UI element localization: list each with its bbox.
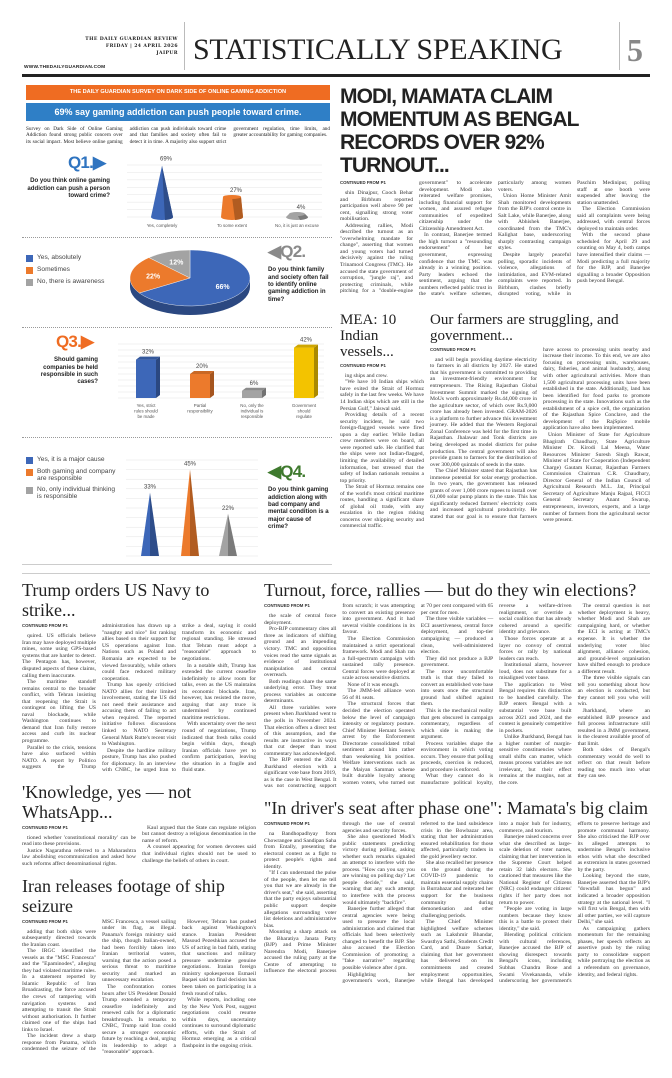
paragraph: None of it was enough. [347,681,400,688]
arrow-left-icon: ◀ [268,462,281,482]
paragraph: na Bandhopadhyay from Chowrangee and Sandipan Saha from Entally, presenting the electoral contest as a fight to protect people's rights and identity. [264,830,337,870]
q1-section [22,149,332,233]
secondary-articles [340,312,650,530]
q1-heading [68,153,105,173]
bar [294,348,314,398]
paragraph: tioned whether 'constitutional morality' can be read into these provisions. [22,834,136,848]
paragraph: Blending political criticism with cultural references, Banerjee accused the BJP of showing disrespect towards Bengal's icons, including Subhas Chandra Bose and Swami Vivekananda, while underscoring her government's efforts to preserve heritage and promote communal harmony. She also criticised the BJP over its alleged attempts to undermine Bengal's inclusive ethos with what she described as extremism in states governed by the party. [499,820,650,985]
paragraph: Mounting a sharp attack on the Bharatiya Janata Party (BJP) and Prime Minister Narendra Modi, Banerjee accused the ruling party at the Centre of attempting to influence the electoral process through the use of central agencies and security forces. [264,820,415,975]
q3-section [22,327,332,433]
survey-infographic [22,85,332,565]
paragraph: The incident drew a sharp response from Panama, which condemned the seizure of the MSC Francesca, a vessel sailing under its flag, as illegal. Panama's foreign ministry said the ship, though Italian-owned, had been forcibly taken into Iranian territorial waters, warning that the action posed a serious threat to maritime security and marked an unnecessary escalation. [22,918,176,1053]
value-label: 6% [249,381,259,388]
article-body [264,603,650,790]
legend-label: No, there is awareness [37,278,105,286]
headline[interactable]: Turnout, force, rallies — but do they win elections? [264,580,637,601]
paragraph: The Strait of Hormuz remains one of the world's most critical maritime routes, handling a significant share of global oil trade, with any escalation in the region risking concerns over shipping security and commercial traffic. [340,484,424,530]
legend-swatch [26,487,33,494]
headline[interactable]: MEA: 10 Indian vessels... [340,311,397,360]
headline[interactable]: MODI, MAMATA CLAIM MOMENTUM AS BENGAL RECORDS OVER 92% TURNOUT... [340,85,579,177]
paragraph: The Chief Minister highlighted welfare schemes such as Lakshmir Bhandar, Swasthya Sathi, Students Credit Card, and Duare Sarkar, claiming that her government has delivered on its commitments and created employment opportunities, while Bengal has developed into a major hub for industry, commerce, and tourism. [420,820,572,985]
paragraph: With uncertainty over the next round of negotiations, Trump indicated that fresh talks could begin within days, though Iranian officials have yet to confirm participation, leaving the situation in a fragile and fluid state. [182,721,256,774]
website-link[interactable]: WWW.THEDAILYGUARDIAN.COM [24,65,106,70]
bar-side [156,357,160,398]
article-body [22,919,256,1056]
page-number: 5 [627,32,643,68]
cone-top [223,195,241,199]
q1-chart [117,153,327,231]
legend-item [26,486,116,500]
paragraph: Process variables shape the environment in which voting occurs. They ensure that polling proceeds, coercion is reduced, and procedure is enforced. [420,740,494,773]
paragraph: With the second phase scheduled for April 29 and counting on May 4, both camps have intensified their claims — Modi predicting a full majority for the BJP, and Banerjee signalling a broader Opposition push beyond Bengal. [577,232,650,285]
axis-label: individual is [240,408,264,414]
q2-chart [120,242,260,320]
paragraph: Highlighting her government's work, Banerjee referred to the land subsidence crisis in the Bowbazar area, stating that her administration ensured rehabilitation for those affected, particularly traders in the gold jewellery sector. [342,820,494,985]
continued-label: CONTINUED FROM P1 [22,623,68,629]
bottom-left-column [22,580,256,1064]
legend-item [26,278,110,286]
value-label: 66% [215,284,230,292]
article-trump [22,580,256,774]
headline[interactable]: Our farmers are struggling, and government... [430,311,619,344]
paragraph: Banerjee further alleged that central agencies were being used to pressure the local administration and claimed that officials had been selectively changed to benefit the BJP. She also accused the Election Commission of promoting a "fake narrative" regarding possible violence after 4 pm. [342,906,415,972]
legend-label: Yes, it is a major cause [37,456,105,464]
pyramid-bar [219,514,228,556]
value-label: 69% [159,156,173,163]
paragraph: This is the mechanical reality that gets obscured in campaign commentary, regardless of which side is making the argument. [420,707,494,741]
paragraph: The central question is not whether deployment is heavy, whether Modi and Shah are campaigning hard, or whether the ECI is acting at TMC's expense. It is whether the underlying voter bloc alignment, alliance cohesion, and ground-level organisation have shifted enough to produce a different result. [577,603,650,675]
headline[interactable]: 'Knowledge, yes — not WhatsApp... [22,781,192,822]
legend-label: Sometimes [37,266,70,274]
headline[interactable]: Trump orders US Navy to strike... [22,580,210,621]
bar-top [294,345,318,348]
headline[interactable]: Iran releases footage of ship seizure [22,875,225,916]
q4-chart [122,440,262,562]
bar-top [136,357,160,360]
continued-label: CONTINUED FROM P1 [340,362,386,368]
legend-swatch [26,469,33,476]
masthead [22,0,650,77]
q4-heading [268,462,305,482]
paragraph: Those forces operate at a layer no convoy of central forces or rally by national leaders can reach. [499,635,572,662]
pyramid-shade [150,493,159,556]
legend-label: Both gaming and company are responsible [37,468,116,483]
paragraph: They did not produce a BJP government. [420,655,494,669]
pyramid-shade [190,470,199,556]
value-label: 32% [141,349,155,356]
q3-heading [56,332,93,352]
legend-item [26,266,110,274]
paragraph: Both readings share the same underlying error. They treat process variables as outcome determinants. [264,678,337,705]
paragraph: She also recalled her presence on the ground during the COVID-19 pandemic to maintain essential supply chains in Burrabazar and reiterated her support for the business community during demonetisation and other challenging periods. [420,860,494,919]
paragraph: The Chief Minister stated that Rajasthan has immense potential for solar energy production. In two years, the government has released grants of over 1,000 crore rupees to install over 61,000 solar pump plants in the state. This has significantly reduced farmers' electricity costs and increased agricultural productivity. He stated that our goal is to ensure that farmers have access to processing units nearby and increase their income. To this end, we are also focusing on processing units, warehouses, dairy, fisheries, and animal husbandry, along with other agricultural activities. More than 1,500 agricultural processing units have been established in the state. Additionally, land has been identified for food parks to promote processing in the state. Innovations such as the establishment of a spice cell, the organization of the Rajasthan Spice Conclave, and the development of the RajSpice mobile application have also been implemented. [430,346,650,520]
bar-top [242,388,266,391]
legend-swatch [26,279,33,286]
bar-top [190,371,214,374]
paragraph: Looking beyond the state, Banerjee asserted that the BJP's "downfall has begun" and indicated a broader opposition strategy at the national level. "I will first win Bengal, then with all other parties, we will capture Delhi," she said. [577,873,650,926]
arrow-right-icon: ▶ [93,153,106,173]
axis-label: rules should [134,408,158,414]
paragraph: Union Minister of State for Agriculture Bhagirath Chaudhary, State Agriculture Minister Dr. Kirodi Lal Meena, Water Resources Minister Suresh Singh Rawat, Minister of State for Cooperation (Independent Charge) Gautam Kumar, Rajasthan Farmers Commission Chairman C.R. Chaudhary, Director General of the Indian Council of Agricultural Research M.L. Jat, Principal Secretary of Agriculture Manju Rajpal, FICCI General Secretary Anant Swarup, entrepreneurs, investors, experts, and a large number of farmers from the agricultural sector were present. [543,431,650,524]
q3-number: Q3. [56,332,82,352]
article-iran [22,876,256,1056]
bar [242,391,262,398]
paragraph: The IRGC identified the vessels as the "MSC Francesca" and the "Epaminodes", alleging they had violated maritime rules. In a statement reported by Islamic Republic of Iran Broadcasting, the force accused the crews of tampering with navigation systems and attempting to transit the Strait without authorisation. It further claimed one of the ships had links to Israel. [22,948,96,1033]
legend-swatch [26,255,33,262]
value-label: 45% [183,461,197,468]
paragraph: The Election Commission maintained a strict operational framework. Modi and Shah ran a full-spectrum campaign with sustained rally presence. Central forces were deployed at scale across sensitive districts. [342,635,415,682]
axis-label: Partial [193,403,207,409]
value-label: 22% [221,505,235,512]
bar [190,374,210,398]
paragraph: In a notable shift, Trump has extended the current ceasefire indefinitely to allow room for talks, even as the US maintains its economic blockade. Iran, however, has resisted the move, arguing that any truce is undermined by continued maritime restrictions. [182,662,256,721]
paragraph: "We have 10 Indian ships which have exited the Strait of Hormuz safely in the last few weeks. We have 14 Indian ships which are still in the Persian Gulf," Jaiswal said. [340,379,424,412]
q4-section [22,437,332,565]
q4-number: Q4. [280,462,306,482]
paragraph: The structural forces that decided the election operated below the level of campaign intensity or regulatory posture. Chief Minister Hemant Soren's arrest by the Enforcement Directorate consolidated tribal sentiment around him rather than weakening his position. Welfare interventions such as the Maiyan Samman scheme built durable loyalty among women voters, who turned out at 70 per cent compared with 65 per cent for men. [342,603,494,786]
value-label: 20% [195,364,209,371]
headline[interactable]: "In driver's seat after phase one": Mamata's big claim [264,797,649,818]
article-knowledge [22,782,256,868]
bar [136,360,156,398]
paragraph: The confrontation comes hours after US President Donald Trump extended a temporary ceasefire indefinitely and renewed calls for a diplomatic breakthrough. In remarks to CNBC, Trump said Iran could secure a stronger economic future by reaching a deal, urging its leadership to adopt a "reasonable" approach. [102,984,176,1056]
survey-banner: THE DAILY GUARDIAN SURVEY ON DARK SIDE OF ONLINE GAMING ADDICTION [26,85,330,100]
paragraph: The maritime standoff remains central to the broader conflict, with Tehran insisting that reopening the Strait is contingent on lifting the US naval blockade, while Washington continues to demand that Iran fully restore access and curb its nuclear programme. [22,679,96,744]
survey-intro: Survey on Dark Side of Online Gaming Addiction found strong public concern over its social impact. Most believe online gaming addiction can push individuals toward crime and that families and society often fail to detect it in time. A majority also support strict government regulation, time limits, and greater accountability for gaming companies. [26,126,330,145]
continued-label: CONTINUED FROM P1 [264,603,310,609]
legend-swatch [26,267,33,274]
paragraph: "People are voting in large numbers because they know this is a battle to protect their identity," she said. [499,906,572,932]
edition-city: JAIPUR [156,51,178,56]
value-label: 33% [143,484,157,491]
axis-label: No, it is just an excuse [275,223,319,229]
paragraph: Banerjee raised concerns over what she described as large-scale deletion of voter names, claiming that her intervention in the Supreme Court helped retain 32 lakh electors. She cautioned that measures like the National Register of Citizens (NRC) could endanger citizens' rights if her party does not return to power. [499,834,572,906]
axis-label: be made [137,414,155,420]
paragraph: The more uncomfortable truth is that they failed to convert an established vote base into seats once the structural ground had shifted against them. [420,668,494,708]
paragraph: Institutional alarm, however loud, does not substitute for a misaligned voter base. [499,662,572,682]
paragraph: She also questioned Modi's public statements predicting victory during polling, asking whether such remarks signaled an attempt to interfere with the process. "How can you say you are winning on polling day? Let people decide," she said, warning that any such attempt to interfere with the process would ultimately "backfire". [342,834,415,906]
article-farmers [430,312,650,530]
paragraph: The three visible signals can tell you something about how an election is conducted, but they cannot tell you who will win. [577,675,650,708]
q3-chart [110,330,330,432]
top-right-column [340,85,650,565]
continued-label: CONTINUED FROM P1 [430,346,476,352]
axis-label: Government [291,403,317,409]
section-title: STATISTICALLY SPEAKING [193,33,563,66]
paragraph: and will begin providing daytime electricity to farmers in all districts by 2027. He stated that his government is committed to providing an investment-friendly environment for entrepreneurs. The Rising Rajasthan Global Investment Summit marked the signing of MoUs worth approximately Rs.44,000 crore in the agriculture sector, of which over Rs.9,000 crore has already been invested. GRAM-2026 is a platform to further advance this investment journey. He added that the Western Regional Zonal Conference was held for the first time in Rajasthan. Jhalawar and Tonk districts are being developed as model districts for pulse production. The central government will also provide grants to farmers for the distribution of over 300,000 quintals of seeds in the state. [430,356,537,468]
paragraph: What they cannot do is manufacture political loyalty, reverse a welfare-driven realignment, or override a social coalition that has already cohered around a specific identity and grievance. [420,603,572,786]
continued-label: CONTINUED FROM P1 [264,820,310,826]
paper-name: THE DAILY GUARDIAN REVIEW [85,37,178,42]
value-label: 4% [296,205,306,212]
paragraph: "If I can understand the pulse of the people, then let me tell you that we are already in the driver's seat," she said, asserting that the party enjoys substantial public support despite allegations surrounding voter list deletions and administrative bias. [264,870,337,929]
article-mea [340,312,424,530]
axis-label: Yes, completely [146,223,178,229]
paragraph: Kaul argued that the State can regulate religion but cannot destroy a religious denomination in the name of reform. [142,824,256,844]
paragraph: A counsel appearing for women devotees said that individual rights should not be used to challenge the beliefs of others in court. [142,844,256,864]
paragraph: Jharkhand, where an established BJP presence and full process infrastructure still resulted in a JMM government, is the clearest available proof of that limit. [577,707,650,747]
paragraph: The BJP entered the 2024 Jharkhand election with a significant vote base from 2019, as is the case in West Bengal. It was not constructing support from scratch; it was attempting to convert an existing presence into government. And it had several visible conditions in its favour. [264,603,415,790]
paragraph: Trump has openly criticised NATO allies for their limited involvement, stating the US did not need their assistance and accusing them of failing to act when required. The reported initiative follows discussions linked to NATO Secretary General Mark Rutte's recent visit to Washington. [102,682,177,748]
paragraph: Providing details of a recent security incident, he said two foreign-flagged vessels were fired upon a day earlier. While Indian crew members were on board, all were reported safe. He clarified that the ships were not Indian-flagged, limiting the availability of detailed information, but stressed that the safety of Indian nationals remains a top priority. [340,412,424,484]
paragraph: Unlike Jharkhand, Bengal has a higher number of margin-sensitive constituencies where small shifts can matter, which means process variables are not irrelevant, but their effect remains at the margins, not at the core. [499,734,572,786]
axis-label: Yes, strict [136,403,156,409]
axis-label: should [297,408,311,414]
paragraph: adding that both ships were subsequently directed towards the Iranian coast. [22,928,96,948]
q2-section [22,237,332,323]
paragraph: As campaigning gathers momentum for the remaining phases, her speech reflects an assertive push by the ruling party to consolidate support while portraying the election as a referendum on governance, identity, and federal rights. [577,925,650,978]
q4-question: Do you think gaming addiction along with bad company and mental condition is a major cause of crime? [268,486,329,531]
article-body [340,363,424,530]
legend-item [26,468,116,482]
legend-label: No, only individual thinking is responsible [37,486,116,501]
axis-label: To some extent [217,223,247,229]
masthead-info [85,36,178,57]
paragraph: Addressing rallies, Modi described the turnout as an "overwhelming mandate for change", asserting that women and young voters had turned decisively against the ruling Trinamool Congress (TMC). He accused the state government of corruption, "jungle raj", and protecting criminals, while pitching for a "double-engine government" to accelerate development. Modi also reiterated welfare promises, including financial support for women, and assured refugee communities of expedited citizenship under the Citizenship Amendment Act. [340,180,492,295]
q2-heading [268,242,305,262]
paragraph: the scale of central force deployment. [264,613,337,626]
paragraph: Despite the hardline military posture, Trump has also pushed for diplomacy. In an interview with CNBC, he urged Iran to strike a deal, saying it could transform its economic and regional standing. He stressed that Tehran must adopt a "reasonable" approach to negotiations. [102,623,256,774]
q4-legend [26,456,116,504]
bar-side [210,371,214,398]
paragraph: Union Home Minister Amit Shah monitored developments from the BJP's control centre in Salt Lake, while Banerjee, along with Abhishek Banerjee, coordinated from the TMC's Kalighat base, underscoring sharply contrasting campaign styles. [498,193,572,252]
article-modi [340,85,650,298]
paragraph: Pro-BJP commentary cites all three as indicators of shifting ground and an impending victory. TMC and opposition voices read the same signals as evidence of institutional manipulation and central overreach. [264,626,337,679]
paragraph: The three visible variables — ECI assertiveness, central force deployment, and top-tier campaigning — produced a clean, well-administered election. [420,616,494,656]
article-body [340,180,650,298]
axis-label: No, only the [240,403,264,409]
paragraph: All three variables were present when Jharkhand went to the polls in November 2024. That election offers a direct test of this assumption, and the results are instructive in ways that cut deeper than most commentary has acknowledged. [264,704,337,757]
paragraph: Parallel to the crisis, tensions have also surfaced within NATO. A report by Politico suggests the Trump administration has drawn up a "naughty and nice" list ranking allies based on their support for US operations against Iran. Nations such as Poland and Romania are expected to be viewed favourably, while others could face reduced military cooperation. [22,623,176,771]
q3-question: Should gaming companies be held responsible in such cases? [40,356,98,386]
paragraph: quired. US officials believe Iran may have deployed multiple mines, some using GPS-based systems that are harder to detect. The Pentagon has, however, disputed aspects of these claims, calling them inaccurate. [22,633,96,679]
continued-label: CONTINUED FROM P1 [22,918,68,924]
axis-label: responsibility [187,408,213,414]
pyramid-bar [181,470,190,556]
continued-label: CONTINUED FROM P1 [340,180,386,185]
arrow-left-icon: ◀ [268,242,281,262]
legend-label: Yes, absolutely [37,254,82,262]
legend-item [26,456,116,464]
cone-top [289,212,305,216]
paragraph: While reports, including one by the New York Post, suggest negotiations could resume within days, uncertainty continues to surround diplomatic efforts, with the Strait of Hormuz emerging as a critical flashpoint in the ongoing crisis. [182,997,256,1049]
paragraph: Despite largely peaceful polling, sporadic incidents of violence, allegations of intimidation, and EVM-related complaints were reported. In Birbhum, clashes briefly disrupted voting, while in Paschim Medinipur, polling staff at one booth were suspended after leaving the station unattended. [498,180,650,298]
pyramid-bar [141,493,150,556]
article-turnout [264,580,650,790]
paragraph: The JMM-led alliance won 56 of 81 seats. [342,688,415,701]
q1-number: Q1. [68,153,94,173]
pyramid-shade [228,514,237,556]
legend-item [26,254,110,262]
article-body [430,347,650,524]
axis-label: regulate [296,414,312,420]
top-row [22,85,650,565]
bottom-row [22,573,650,1064]
paragraph: Justice Nagarathna referred to a Maharashtra law abolishing excommunication and asked how such reforms affect denominational rights. [22,847,136,867]
value-label: 42% [299,337,313,344]
value-label: 12% [169,259,184,267]
paragraph: shin Dinajpur, Cooch Behar and Birbhum reported participation well above 90 per cent, signalling strong voter mobilisation. [340,190,413,223]
paragraph: In contrast, Banerjee termed the high turnout a "resounding endorsement" of her government, expressing confidence that the TMC was already in a winning position. Party leaders echoed the sentiment, arguing that the numbers reflected public trust in the state's welfare schemes, particularly among women voters. [419,180,571,298]
value-label: 27% [229,188,243,195]
q2-legend [26,254,110,290]
q2-question: Do you think family and society often fail to identify online gaming addiction in time? [268,266,329,303]
article-body [22,623,256,774]
bottom-right-column [264,580,650,1064]
masthead-left [22,22,184,70]
paragraph: However, Tehran has pushed back against Washington's stance. Iranian President Masoud Pezeshkian accused the US of acting in bad faith, stating that sanctions and military pressure undermine genuine negotiations. Iranian foreign ministry spokesperson Esmaeil Baqaei said no final decision has been taken on participating in a fresh round of talks. [182,918,256,997]
q2-number: Q2. [280,242,306,262]
paragraph: The Election Commission said all complaints were being addressed, with central forces deployed to maintain order. [577,206,650,232]
survey-headline: 69% say gaming addiction can push people toward crime. [26,103,330,121]
q1-question: Do you think online gaming addiction can push a person toward crime? [27,177,110,200]
legend-swatch [26,457,33,464]
bar-side [314,345,318,398]
arrow-right-icon: ▶ [81,332,94,352]
value-label: 22% [146,273,161,281]
article-mamata [264,798,650,985]
continued-label: CONTINUED FROM P1 [22,824,68,830]
paragraph: ing ships and crew. [345,372,388,379]
issue-date: FRIDAY | 24 APRIL 2026 [105,44,178,49]
article-body [264,821,650,985]
paragraph: The application to West Bengal requires this distinction to be handled carefully. The BJP enters Bengal with a substantial vote base built across 2021 and 2024, and the contest is genuinely competitive in pockets. [499,681,572,734]
article-body [22,825,256,868]
paragraph: Both sides of Bengal's commentary would do well to reflect on that result before reading too much into what they can see. [577,747,650,780]
axis-label: responsible [240,414,264,420]
